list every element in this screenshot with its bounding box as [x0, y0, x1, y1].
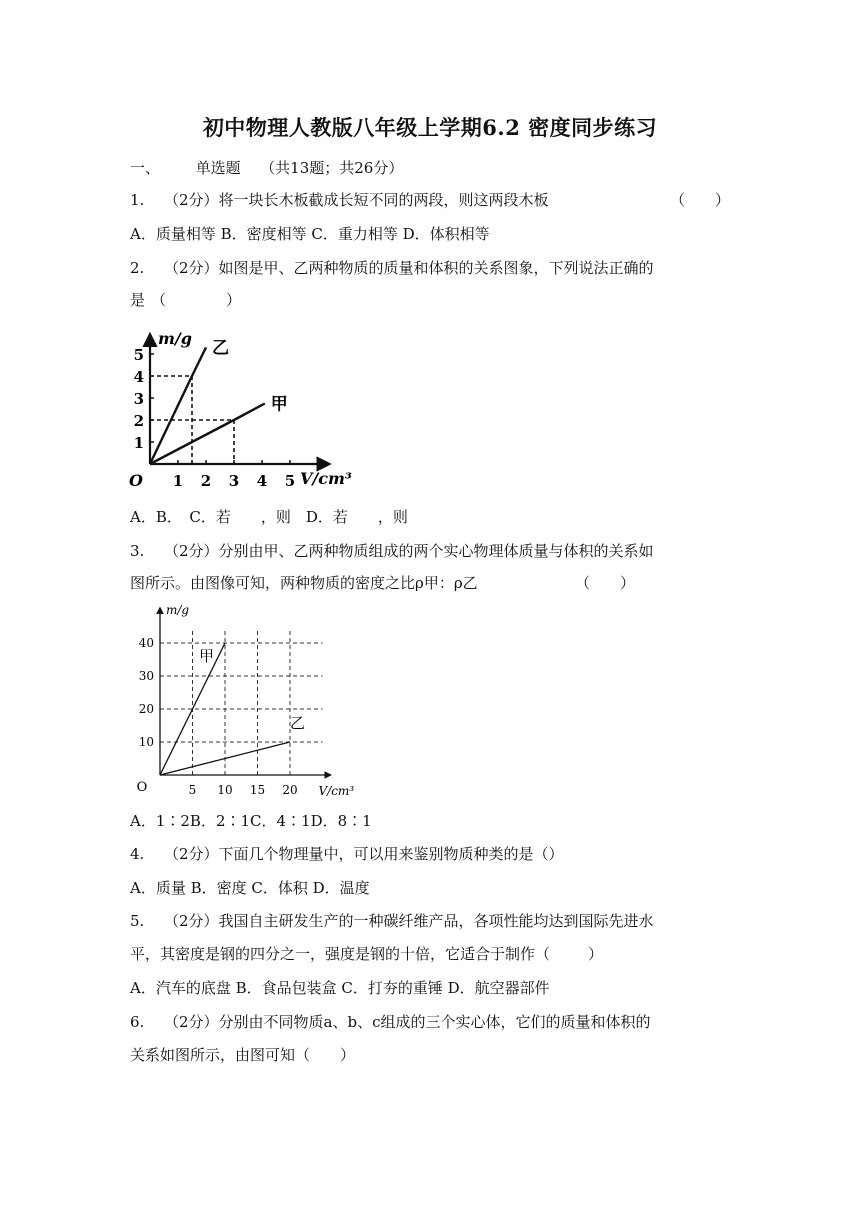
figure-q2-chart [128, 320, 378, 495]
origin-label: O [129, 471, 143, 490]
question-score: （2分） [164, 912, 219, 930]
question-text: 分别由不同物质a、b、c组成的三个实心体，它们的质量和体积的 [218, 1013, 651, 1031]
x-tick-label: 5 [188, 783, 197, 797]
x-tick-label: 4 [256, 472, 268, 490]
answer-paren: （ ） [151, 291, 242, 309]
figure-q3-chart [128, 600, 358, 805]
answer-paren: ） [588, 945, 604, 963]
question-text: 图所示。由图像可知，两种物质的密度之比ρ甲：ρ乙 [130, 574, 478, 592]
series-line-甲 [150, 404, 265, 465]
question-text: 将一块长木板截成长短不同的两段，则这两段木板 [218, 191, 549, 209]
x-tick-label: 2 [200, 472, 212, 490]
question-5 [130, 910, 740, 932]
question-text: 是 [130, 291, 146, 309]
question-text: 我国自主研发生产的一种碳纤维产品，各项性能均达到国际先进水 [218, 912, 654, 930]
question-text: 如图是甲、乙两种物质的质量和体积的关系图象，下列说法正确的 [218, 259, 654, 277]
question-2-options: A．B． C．若 ，则 D．若 ，则 [130, 508, 408, 526]
question-text: 平，其密度是钢的四分之一，强度是钢的十倍，它适合于制作（ [130, 945, 551, 963]
section-name: 单选题 [195, 159, 241, 177]
question-number: 1. [130, 191, 145, 209]
question-score: （2分） [164, 259, 219, 277]
section-label: 一、 [130, 159, 161, 177]
series-label: 乙 [212, 338, 229, 359]
mass-volume-chart-1 [128, 320, 378, 495]
question-2 [130, 257, 740, 279]
question-2-line2 [130, 289, 740, 311]
y-tick-label: 30 [138, 669, 154, 683]
question-number: 4. [130, 845, 145, 863]
question-3-line2 [130, 572, 740, 594]
question-score: （2分） [164, 191, 219, 209]
question-6 [130, 1011, 740, 1033]
x-axis-label: V/cm³ [300, 469, 352, 488]
y-tick-label: 20 [138, 702, 154, 716]
x-tick-label: 20 [282, 783, 298, 797]
question-number: 3. [130, 542, 145, 560]
series-label: 甲 [270, 394, 288, 415]
series-label: 乙 [290, 714, 306, 732]
answer-paren: （ ） [575, 574, 636, 592]
x-tick-label: 3 [228, 472, 240, 490]
question-text: 分别由甲、乙两种物质组成的两个实心物理体质量与体积的关系如 [218, 542, 654, 560]
question-text: 下面几个物理量中，可以用来鉴别物质种类的是（） [218, 845, 564, 863]
question-3-options: A．1∶2B．2∶1C．4∶1D．8∶1 [130, 812, 372, 830]
series-label: 甲 [199, 647, 215, 665]
origin-label: O [136, 780, 148, 795]
y-axis-label: m/g [166, 603, 190, 617]
question-6-line2: 关系如图所示，由图可知（ ） [130, 1046, 356, 1064]
mass-volume-chart-2 [128, 600, 358, 805]
x-tick-label: 1 [172, 472, 184, 490]
y-tick-label: 4 [133, 368, 144, 386]
section-header [130, 157, 740, 179]
series-line-乙 [150, 347, 206, 464]
x-tick-label: 15 [249, 783, 266, 797]
question-1-options: A．质量相等 B．密度相等 C．重力相等 D．体积相等 [130, 225, 490, 243]
question-1 [130, 189, 740, 211]
x-axis-label: V/cm³ [318, 784, 355, 798]
question-score: （2分） [164, 845, 219, 863]
question-number: 6. [130, 1013, 145, 1031]
question-5-options: A．汽车的底盘 B．食品包装盒 C．打夯的重锤 D．航空器部件 [130, 979, 550, 997]
question-score: （2分） [164, 542, 219, 560]
section-meta: （共13题；共26分） [260, 159, 404, 177]
y-tick-label: 10 [138, 735, 154, 749]
question-3 [130, 540, 740, 562]
y-tick-label: 2 [133, 412, 144, 430]
y-tick-label: 40 [138, 636, 154, 650]
question-number: 5. [130, 912, 145, 930]
x-tick-label: 10 [217, 783, 233, 797]
question-4 [130, 843, 740, 865]
question-5-line2 [130, 943, 740, 965]
page-title: 初中物理人教版八年级上学期6.2 密度同步练习 [202, 115, 658, 140]
y-tick-label: 3 [133, 390, 144, 408]
question-4-options: A．质量 B．密度 C．体积 D．温度 [130, 879, 370, 897]
question-number: 2. [130, 259, 145, 277]
answer-paren: （ ） [670, 191, 731, 209]
y-axis-label: m/g [158, 329, 192, 348]
x-tick-label: 5 [284, 472, 296, 490]
y-tick-label: 1 [133, 434, 144, 452]
question-score: （2分） [164, 1013, 219, 1031]
y-tick-label: 5 [133, 346, 144, 364]
